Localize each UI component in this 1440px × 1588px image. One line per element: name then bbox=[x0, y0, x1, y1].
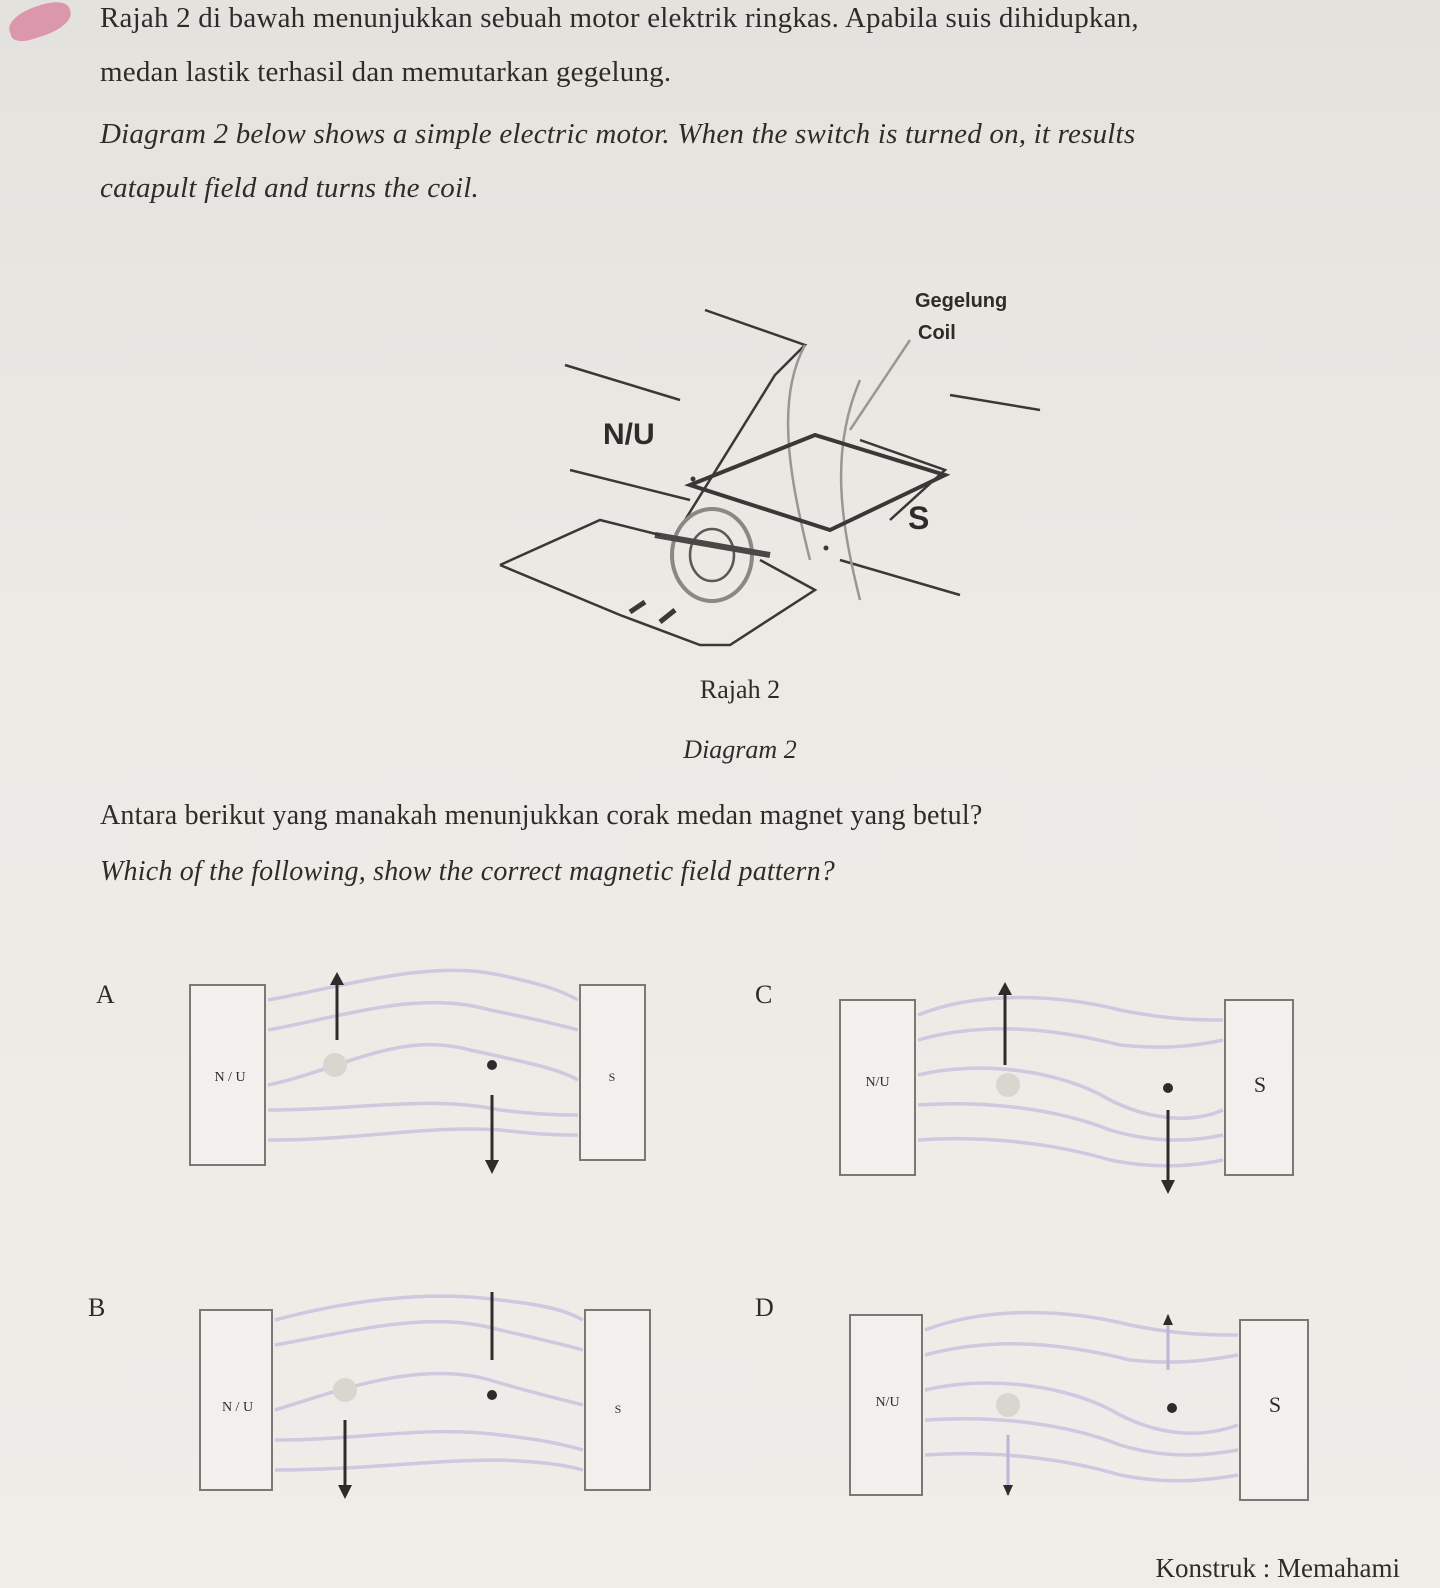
north-pole-label: N/U bbox=[603, 418, 655, 451]
option-c-north-label: N/U bbox=[865, 1075, 890, 1090]
option-d-letter[interactable]: D bbox=[755, 1293, 774, 1322]
question-malay-line1: Rajah 2 di bawah menunjukkan sebuah motor elektrik ringkas. Apabila suis dihidupkan, bbox=[100, 2, 1139, 34]
coil-label-malay: Gegelung bbox=[915, 290, 1008, 312]
prompt-english: Which of the following, show the correct magnetic field pattern? bbox=[100, 856, 835, 887]
option-a-letter[interactable]: A bbox=[96, 980, 115, 1009]
option-d-south-label: S bbox=[1268, 1392, 1282, 1417]
option-b-south-label: S bbox=[614, 1402, 622, 1416]
option-c-letter[interactable]: C bbox=[755, 980, 773, 1009]
option-b-diagram bbox=[200, 1292, 650, 1499]
option-d-north-label: N/U bbox=[875, 1395, 900, 1410]
south-pole-label: S bbox=[908, 500, 930, 536]
option-c-south-label: S bbox=[1253, 1072, 1267, 1097]
question-malay-line2: medan lastik terhasil dan memutarkan gegelung. bbox=[100, 56, 672, 88]
question-english-line1: Diagram 2 below shows a simple electric motor. When the switch is turned on, it results bbox=[100, 118, 1136, 150]
diagram-caption-malay: Rajah 2 bbox=[699, 675, 781, 704]
construct-footer: Konstruk : Memahami bbox=[1155, 1553, 1400, 1583]
option-a-south-label: S bbox=[608, 1070, 616, 1084]
option-b-north-label: N / U bbox=[221, 1400, 254, 1415]
option-b-letter[interactable]: B bbox=[88, 1293, 106, 1322]
prompt-malay: Antara berikut yang manakah menunjukkan corak medan magnet yang betul? bbox=[100, 800, 983, 831]
option-a-north-label: N / U bbox=[214, 1070, 246, 1085]
coil-label-english: Coil bbox=[918, 322, 956, 344]
question-english-line2: catapult field and turns the coil. bbox=[100, 172, 479, 204]
diagram-caption-english: Diagram 2 bbox=[683, 735, 797, 764]
